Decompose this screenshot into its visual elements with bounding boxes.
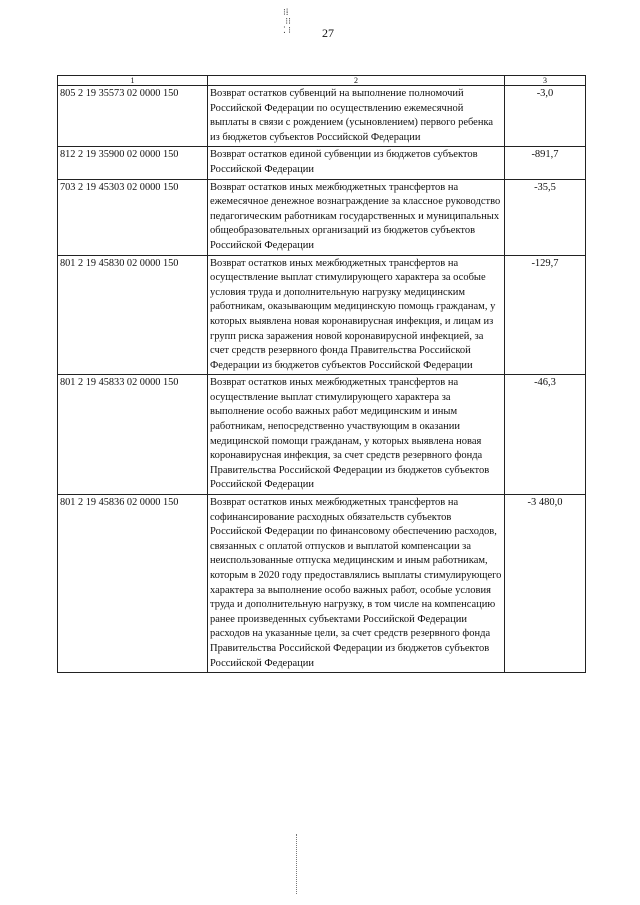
column-header-description: 2 xyxy=(208,76,505,86)
table-row xyxy=(58,375,586,495)
header-row xyxy=(58,76,586,86)
binding-stitch xyxy=(296,834,299,894)
budget-code: 801 2 19 45830 02 0000 150 xyxy=(58,255,208,375)
item-amount: -46,3 xyxy=(505,375,586,495)
item-description: Возврат остатков иных межбюджетных трансфертов на осуществление выплат стимулирующего характера за особые условия труда и дополнительную нагрузку медицинским работникам, оказывающим медицинскую помощь гражданам, у которых выявлена новая коронавирусная инфекция, и лицам из групп риска заражения новой коронавирусной инфекцией, за счет средств резервного фонда Правительства Российской Федерации из бюджетов субъектов Российской Федерации xyxy=(208,255,505,375)
item-amount: -35,5 xyxy=(505,179,586,255)
item-description: Возврат остатков единой субвенции из бюджетов субъектов Российской Федерации xyxy=(208,147,505,179)
budget-code: 801 2 19 45836 02 0000 150 xyxy=(58,495,208,673)
item-description: Возврат остатков иных межбюджетных трансфертов на ежемесячное денежное вознаграждение за классное руководство педагогическим работникам государственных и муниципальных общеобразовательных организаций из бюджетов субъектов Российской Федерации xyxy=(208,179,505,255)
page-number: 27 xyxy=(322,26,334,40)
budget-code: 805 2 19 35573 02 0000 150 xyxy=(58,86,208,147)
column-header-amount: 3 xyxy=(505,76,586,86)
item-description: Возврат остатков субвенций на выполнение полномочий Российской Федерации по осуществлению ежемесячной выплаты в связи с рождением (усыновлением) первого ребенка из бюджетов субъектов Российской Федерации xyxy=(208,86,505,147)
table-row xyxy=(58,86,586,147)
table-row xyxy=(58,495,586,673)
item-amount: -891,7 xyxy=(505,147,586,179)
item-amount: -129,7 xyxy=(505,255,586,375)
table-row xyxy=(58,147,586,179)
table-row xyxy=(58,255,586,375)
column-header-code: 1 xyxy=(58,76,208,86)
item-description: Возврат остатков иных межбюджетных трансфертов на осуществление выплат стимулирующего характера за выполнение особо важных работ медицинским и иным работникам, непосредственно участвующим в оказании медицинской помощи гражданам, у которых выявлена новая коронавирусная инфекция, за счет средств резервного фонда Правительства Российской Федерации из бюджетов субъектов Российской Федерации xyxy=(208,375,505,495)
table-row xyxy=(58,179,586,255)
budget-table xyxy=(57,75,586,673)
budget-code: 812 2 19 35900 02 0000 150 xyxy=(58,147,208,179)
budget-code: 801 2 19 45833 02 0000 150 xyxy=(58,375,208,495)
stamp-mark: ⁝⁞ ⁝⁝ ⁚ ⁝ xyxy=(283,7,291,35)
budget-code: 703 2 19 45303 02 0000 150 xyxy=(58,179,208,255)
item-description: Возврат остатков иных межбюджетных трансфертов на софинансирование расходных обязательств субъектов Российской Федерации по финансовому обеспечению расходов, связанных с оплатой отпусков и выплатой компенсации за неиспользованные отпуска медицинским и иным работникам, которым в 2020 году предоставлялись выплаты стимулирующего характера за выполнение особо важных работ, особые условия труда и дополнительную нагрузку, в том числе на компенсацию ранее произведенных субъектами Российской Федерации расходов на указанные цели, за счет средств резервного фонда Правительства Российской Федерации из бюджетов субъектов Российской Федерации xyxy=(208,495,505,673)
item-amount: -3,0 xyxy=(505,86,586,147)
item-amount: -3 480,0 xyxy=(505,495,586,673)
